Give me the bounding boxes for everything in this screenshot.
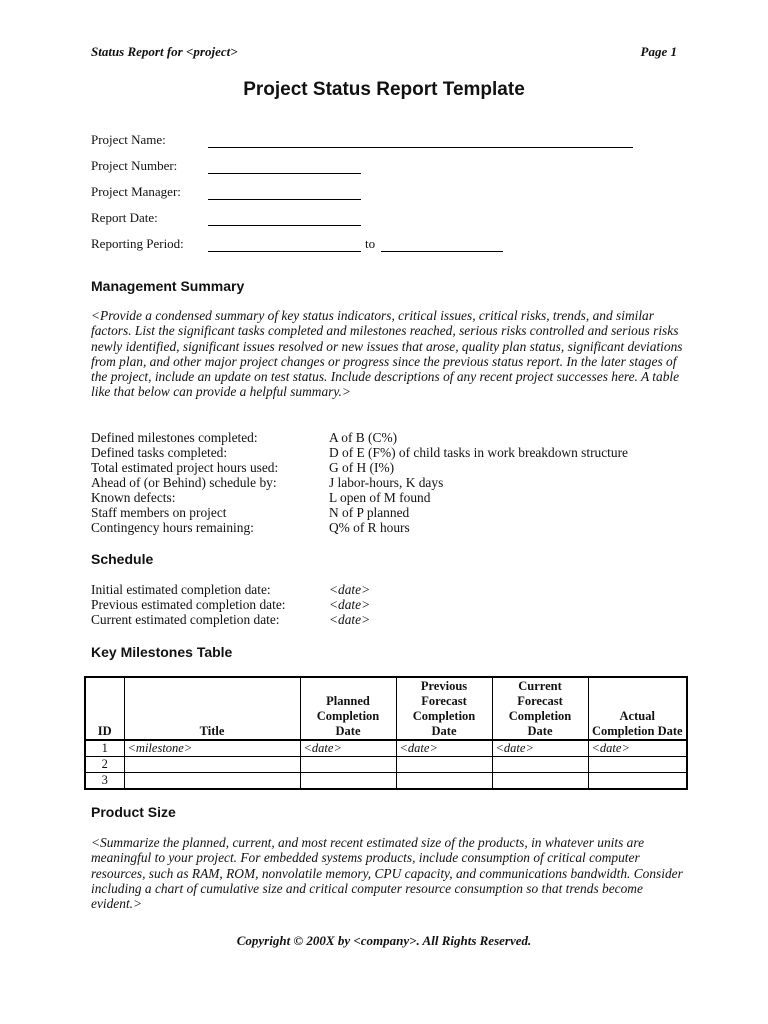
metric-value: A of B (C%) <box>329 430 398 445</box>
reporting-period-end-blank <box>381 251 503 252</box>
product-size-text: <Summarize the planned, current, and most recent estimated size of the products, in whatever units are meaningful to your project. For embedded systems products, include consumption of critical computer resources, such as RAM, ROM, nonvolatile memory, CPU capacity, and communications bandwidth. Consider including a chart of cumulative size and critical computer resource consumption so that trends become evident.> <box>91 835 683 912</box>
metric-value: N of P planned <box>329 505 410 520</box>
schedule-label: Initial estimated completion date: <box>91 582 271 597</box>
table-cell-title: <milestone> <box>124 740 300 757</box>
table-cell-current <box>492 757 588 773</box>
table-cell-previous <box>396 757 492 773</box>
metric-label: Total estimated project hours used: <box>91 460 279 475</box>
reporting-period-label: Reporting Period: <box>91 236 184 251</box>
table-cell-actual: <date> <box>588 740 687 757</box>
column-header-id: ID <box>85 677 124 740</box>
metric-label: Defined milestones completed: <box>91 430 258 445</box>
project-name-blank <box>208 147 633 148</box>
management-summary-text: <Provide a condensed summary of key status indicators, critical issues, critical risks, trends, and similar factors. List the significant tasks completed and milestones reached, serious risks controlled and serious risks newly identified, significant issues resolved or new issues that arose, quality plan status, significant deviations from plan, and other major project changes or progress since the previous status report. In the later stages of the project, include an update on test status. Include descriptions of any recent project successes here. A table like that below can provide a helpful summary.> <box>91 308 683 400</box>
schedule-label: Current estimated completion date: <box>91 612 280 627</box>
column-header-previous-forecast: Previous Forecast Completion Date <box>396 677 492 740</box>
management-summary-heading: Management Summary <box>91 278 245 294</box>
document-title: Project Status Report Template <box>243 79 525 100</box>
table-cell-title <box>124 773 300 790</box>
metric-label: Staff members on project <box>91 505 227 520</box>
table-cell-previous: <date> <box>396 740 492 757</box>
key-milestones-heading: Key Milestones Table <box>91 644 233 660</box>
metric-value: J labor-hours, K days <box>329 475 444 490</box>
column-header-planned: Planned Completion Date <box>300 677 396 740</box>
schedule-value: <date> <box>329 597 371 612</box>
schedule-label: Previous estimated completion date: <box>91 597 286 612</box>
table-cell-planned <box>300 757 396 773</box>
column-header-actual: Actual Completion Date <box>588 677 687 740</box>
metric-label: Contingency hours remaining: <box>91 520 254 535</box>
table-header-row <box>85 677 687 740</box>
column-header-title: Title <box>124 677 300 740</box>
copyright-footer: Copyright © 200X by <company>. All Rights Reserved. <box>236 933 532 948</box>
table-cell-current: <date> <box>492 740 588 757</box>
table-row <box>85 773 687 790</box>
table-cell-id: 2 <box>85 757 124 773</box>
key-milestones-table <box>84 676 688 790</box>
header-page-number: Page 1 <box>640 44 677 59</box>
schedule-heading: Schedule <box>91 551 154 567</box>
page-header <box>91 44 677 60</box>
reporting-period-to: to <box>365 236 376 251</box>
metric-value: Q% of R hours <box>329 520 410 535</box>
metric-value: D of E (F%) of child tasks in work breakdown structure <box>329 445 628 460</box>
schedule-value: <date> <box>329 582 371 597</box>
table-row <box>85 740 687 757</box>
project-name-label: Project Name: <box>91 132 166 147</box>
report-date-label: Report Date: <box>91 210 158 225</box>
metric-label: Defined tasks completed: <box>91 445 228 460</box>
table-cell-id: 1 <box>85 740 124 757</box>
table-cell-title <box>124 757 300 773</box>
schedule-value: <date> <box>329 612 371 627</box>
project-manager-label: Project Manager: <box>91 184 181 199</box>
table-cell-id: 3 <box>85 773 124 790</box>
metric-label: Known defects: <box>91 490 176 505</box>
table-cell-actual <box>588 757 687 773</box>
project-number-label: Project Number: <box>91 158 178 173</box>
metric-label: Ahead of (or Behind) schedule by: <box>91 475 277 490</box>
column-header-current-forecast: Current Forecast Completion Date <box>492 677 588 740</box>
table-cell-planned <box>300 773 396 790</box>
table-cell-current <box>492 773 588 790</box>
project-number-blank <box>208 173 361 174</box>
table-cell-previous <box>396 773 492 790</box>
table-cell-planned: <date> <box>300 740 396 757</box>
project-manager-blank <box>208 199 361 200</box>
product-size-heading: Product Size <box>91 804 176 820</box>
metric-value: L open of M found <box>329 490 431 505</box>
header-report-for: Status Report for <project> <box>91 44 238 59</box>
metric-value: G of H (I%) <box>329 460 395 475</box>
table-row <box>85 757 687 773</box>
reporting-period-start-blank <box>208 251 361 252</box>
report-date-blank <box>208 225 361 226</box>
table-cell-actual <box>588 773 687 790</box>
